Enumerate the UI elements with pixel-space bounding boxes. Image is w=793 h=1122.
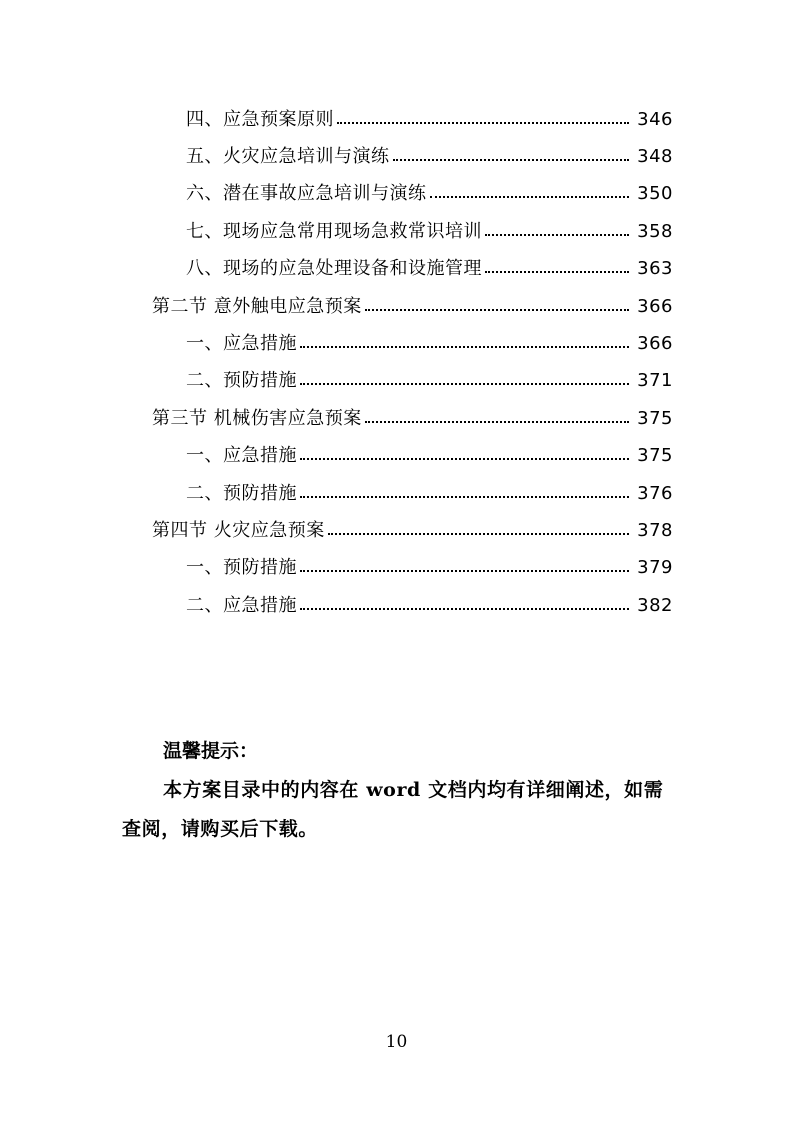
toc-entry-page: 375 xyxy=(637,445,673,467)
toc-leader-dots xyxy=(328,533,629,535)
toc-leader-dots xyxy=(337,122,629,124)
toc-entry[interactable] xyxy=(0,475,793,512)
toc-entry-page: 346 xyxy=(637,108,673,130)
toc-leader-dots xyxy=(365,309,629,311)
table-of-contents xyxy=(0,101,793,624)
toc-entry-page: 358 xyxy=(637,220,673,242)
toc-entry[interactable] xyxy=(0,213,793,250)
toc-entry[interactable] xyxy=(0,438,793,475)
toc-entry-line xyxy=(186,483,673,505)
toc-entry-line xyxy=(186,595,673,617)
toc-entry-line xyxy=(152,520,673,542)
toc-entry-title: 五、火灾应急培训与演练 xyxy=(186,146,390,168)
toc-leader-dots xyxy=(393,159,630,161)
page-number: 10 xyxy=(385,1032,408,1052)
toc-leader-dots xyxy=(300,570,629,572)
toc-section-title: 第二节 意外触电应急预案 xyxy=(152,295,362,317)
toc-entry[interactable] xyxy=(0,550,793,587)
toc-entry[interactable] xyxy=(0,138,793,175)
toc-entry-page: 363 xyxy=(637,258,673,280)
toc-entry-line xyxy=(152,296,673,318)
toc-leader-dots xyxy=(300,346,629,348)
toc-entry-title: 七、现场应急常用现场急救常识培训 xyxy=(186,220,482,242)
toc-entry[interactable] xyxy=(0,400,793,437)
toc-leader-dots xyxy=(300,458,629,460)
toc-entry-page: 376 xyxy=(637,482,673,504)
toc-leader-dots xyxy=(300,383,629,385)
toc-entry-line xyxy=(186,333,673,355)
toc-entry-page: 382 xyxy=(637,594,673,616)
toc-entry-page: 379 xyxy=(637,557,673,579)
toc-section-title: 第四节 火灾应急预案 xyxy=(152,519,325,541)
toc-entry-line xyxy=(186,370,673,392)
toc-entry[interactable] xyxy=(0,363,793,400)
notice-block xyxy=(122,732,682,849)
toc-entry-page: 371 xyxy=(637,370,673,392)
toc-entry-line xyxy=(186,146,673,168)
toc-entry[interactable] xyxy=(0,176,793,213)
toc-entry-line xyxy=(186,183,673,205)
toc-entry[interactable] xyxy=(0,288,793,325)
toc-entry-page: 350 xyxy=(637,183,673,205)
toc-entry[interactable] xyxy=(0,251,793,288)
notice-title: 温馨提示： xyxy=(163,740,259,762)
toc-entry-page: 378 xyxy=(637,519,673,541)
toc-leader-dots xyxy=(300,496,629,498)
toc-entry-title: 一、应急措施 xyxy=(186,445,297,467)
toc-entry-title: 一、应急措施 xyxy=(186,333,297,355)
toc-entry-line xyxy=(186,221,673,243)
toc-entry-title: 一、预防措施 xyxy=(186,557,297,579)
toc-leader-dots xyxy=(300,608,629,610)
notice-body: 本方案目录中的内容在 word 文档内均有详细阐述，如需查阅，请购买后下载。 xyxy=(122,779,664,840)
toc-entry-line xyxy=(186,557,673,579)
toc-section-title: 第三节 机械伤害应急预案 xyxy=(152,407,362,429)
toc-entry-line xyxy=(186,258,673,280)
toc-entry[interactable] xyxy=(0,587,793,624)
toc-entry-line xyxy=(152,408,673,430)
toc-entry-title: 六、潜在事故应急培训与演练 xyxy=(186,183,427,205)
toc-entry-page: 366 xyxy=(637,333,673,355)
toc-leader-dots xyxy=(485,234,629,236)
toc-entry[interactable] xyxy=(0,512,793,549)
toc-entry-page: 375 xyxy=(637,407,673,429)
toc-entry-title: 二、预防措施 xyxy=(186,482,297,504)
toc-entry-title: 四、应急预案原则 xyxy=(186,108,334,130)
toc-entry-line xyxy=(186,445,673,467)
toc-entry-page: 348 xyxy=(637,146,673,168)
toc-entry-title: 八、现场的应急处理设备和设施管理 xyxy=(186,258,482,280)
toc-entry[interactable] xyxy=(0,101,793,138)
toc-leader-dots xyxy=(485,271,629,273)
toc-leader-dots xyxy=(430,196,630,198)
toc-entry-title: 二、预防措施 xyxy=(186,370,297,392)
toc-entry-line xyxy=(186,109,673,131)
toc-entry-page: 366 xyxy=(637,295,673,317)
toc-entry[interactable] xyxy=(0,325,793,362)
toc-entry-title: 二、应急措施 xyxy=(186,594,297,616)
toc-leader-dots xyxy=(365,421,629,423)
